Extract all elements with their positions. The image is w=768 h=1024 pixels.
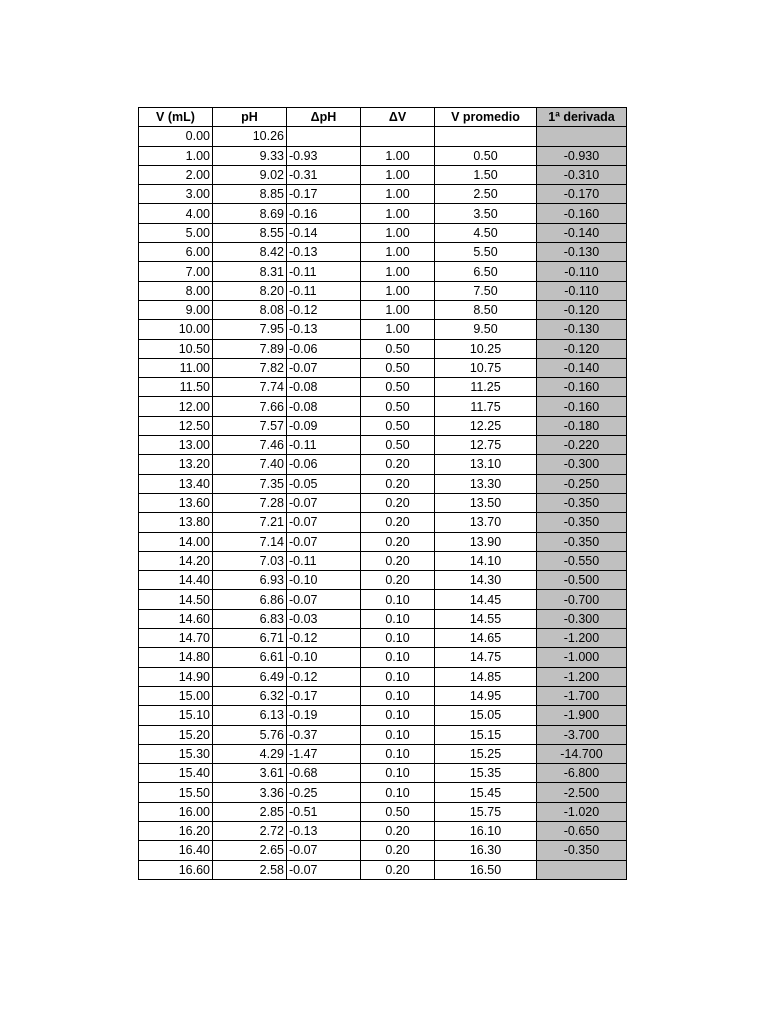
cell-delta-ph: -0.13 bbox=[287, 243, 361, 262]
cell-volume: 15.10 bbox=[139, 706, 213, 725]
cell-delta-v: 0.50 bbox=[361, 802, 435, 821]
cell-delta-v: 0.50 bbox=[361, 436, 435, 455]
table-header bbox=[139, 108, 627, 127]
cell-ph: 6.13 bbox=[213, 706, 287, 725]
cell-volume: 2.00 bbox=[139, 165, 213, 184]
cell-first-derivative: -2.500 bbox=[537, 783, 627, 802]
cell-ph: 7.57 bbox=[213, 416, 287, 435]
cell-delta-v: 0.20 bbox=[361, 821, 435, 840]
cell-v-promedio: 14.45 bbox=[435, 590, 537, 609]
cell-v-promedio: 12.75 bbox=[435, 436, 537, 455]
cell-first-derivative: -0.140 bbox=[537, 223, 627, 242]
cell-ph: 2.65 bbox=[213, 841, 287, 860]
cell-ph: 10.26 bbox=[213, 127, 287, 146]
cell-volume: 14.80 bbox=[139, 648, 213, 667]
table-row bbox=[139, 243, 627, 262]
cell-ph: 8.20 bbox=[213, 281, 287, 300]
table-row bbox=[139, 667, 627, 686]
cell-v-promedio: 10.75 bbox=[435, 358, 537, 377]
cell-volume: 14.00 bbox=[139, 532, 213, 551]
cell-delta-ph: -0.12 bbox=[287, 629, 361, 648]
cell-first-derivative: -0.300 bbox=[537, 609, 627, 628]
cell-delta-v bbox=[361, 127, 435, 146]
table-row bbox=[139, 474, 627, 493]
cell-first-derivative: -1.900 bbox=[537, 706, 627, 725]
cell-delta-v: 0.10 bbox=[361, 706, 435, 725]
cell-delta-ph: -0.10 bbox=[287, 571, 361, 590]
cell-first-derivative: -0.350 bbox=[537, 493, 627, 512]
cell-first-derivative: -0.300 bbox=[537, 455, 627, 474]
cell-ph: 7.35 bbox=[213, 474, 287, 493]
table-row bbox=[139, 204, 627, 223]
cell-v-promedio: 13.90 bbox=[435, 532, 537, 551]
table-row bbox=[139, 629, 627, 648]
cell-first-derivative: -0.650 bbox=[537, 821, 627, 840]
cell-v-promedio: 6.50 bbox=[435, 262, 537, 281]
cell-delta-v: 0.10 bbox=[361, 783, 435, 802]
cell-delta-v: 1.00 bbox=[361, 281, 435, 300]
table-row bbox=[139, 165, 627, 184]
table-row bbox=[139, 783, 627, 802]
cell-delta-v: 1.00 bbox=[361, 185, 435, 204]
cell-delta-v: 0.20 bbox=[361, 841, 435, 860]
cell-delta-ph: -0.51 bbox=[287, 802, 361, 821]
cell-ph: 7.21 bbox=[213, 513, 287, 532]
cell-first-derivative: -3.700 bbox=[537, 725, 627, 744]
table-row bbox=[139, 262, 627, 281]
cell-delta-ph: -0.11 bbox=[287, 262, 361, 281]
cell-delta-v: 0.20 bbox=[361, 493, 435, 512]
cell-volume: 16.40 bbox=[139, 841, 213, 860]
table-row bbox=[139, 358, 627, 377]
header-delta-v: ΔV bbox=[361, 108, 435, 127]
cell-delta-ph: -0.13 bbox=[287, 821, 361, 840]
table-row bbox=[139, 744, 627, 763]
cell-ph: 7.66 bbox=[213, 397, 287, 416]
cell-volume: 14.60 bbox=[139, 609, 213, 628]
cell-delta-v: 0.20 bbox=[361, 532, 435, 551]
cell-volume: 1.00 bbox=[139, 146, 213, 165]
cell-delta-ph: -1.47 bbox=[287, 744, 361, 763]
cell-delta-v: 0.50 bbox=[361, 358, 435, 377]
cell-ph: 6.49 bbox=[213, 667, 287, 686]
cell-delta-v: 0.50 bbox=[361, 397, 435, 416]
cell-delta-ph: -0.25 bbox=[287, 783, 361, 802]
table-row bbox=[139, 185, 627, 204]
cell-delta-ph: -0.12 bbox=[287, 667, 361, 686]
cell-v-promedio: 8.50 bbox=[435, 300, 537, 319]
cell-delta-v: 0.20 bbox=[361, 860, 435, 879]
cell-delta-ph: -0.68 bbox=[287, 764, 361, 783]
header-ph: pH bbox=[213, 108, 287, 127]
cell-volume: 12.00 bbox=[139, 397, 213, 416]
cell-delta-ph: -0.12 bbox=[287, 300, 361, 319]
cell-v-promedio: 15.25 bbox=[435, 744, 537, 763]
cell-ph: 8.42 bbox=[213, 243, 287, 262]
cell-ph: 9.33 bbox=[213, 146, 287, 165]
cell-delta-ph: -0.17 bbox=[287, 686, 361, 705]
cell-volume: 16.00 bbox=[139, 802, 213, 821]
cell-delta-v: 0.10 bbox=[361, 686, 435, 705]
cell-volume: 15.00 bbox=[139, 686, 213, 705]
table-row bbox=[139, 320, 627, 339]
cell-ph: 2.85 bbox=[213, 802, 287, 821]
table-row bbox=[139, 590, 627, 609]
table-row bbox=[139, 821, 627, 840]
cell-first-derivative: -0.160 bbox=[537, 204, 627, 223]
table-row bbox=[139, 416, 627, 435]
cell-ph: 7.46 bbox=[213, 436, 287, 455]
cell-first-derivative: -0.700 bbox=[537, 590, 627, 609]
table-row bbox=[139, 764, 627, 783]
cell-first-derivative: -1.700 bbox=[537, 686, 627, 705]
cell-v-promedio: 0.50 bbox=[435, 146, 537, 165]
cell-v-promedio: 14.30 bbox=[435, 571, 537, 590]
cell-delta-v: 1.00 bbox=[361, 243, 435, 262]
cell-delta-ph: -0.07 bbox=[287, 358, 361, 377]
table-row bbox=[139, 725, 627, 744]
cell-first-derivative: -0.180 bbox=[537, 416, 627, 435]
table-row bbox=[139, 339, 627, 358]
cell-first-derivative: -0.110 bbox=[537, 281, 627, 300]
cell-volume: 14.90 bbox=[139, 667, 213, 686]
table-row bbox=[139, 223, 627, 242]
cell-first-derivative: -6.800 bbox=[537, 764, 627, 783]
cell-v-promedio: 12.25 bbox=[435, 416, 537, 435]
cell-first-derivative: -0.350 bbox=[537, 513, 627, 532]
cell-ph: 2.72 bbox=[213, 821, 287, 840]
cell-delta-ph: -0.37 bbox=[287, 725, 361, 744]
cell-first-derivative: -1.000 bbox=[537, 648, 627, 667]
cell-delta-v: 0.10 bbox=[361, 609, 435, 628]
table-row bbox=[139, 802, 627, 821]
cell-first-derivative: -0.110 bbox=[537, 262, 627, 281]
cell-delta-v: 0.10 bbox=[361, 629, 435, 648]
cell-first-derivative: -0.140 bbox=[537, 358, 627, 377]
cell-ph: 5.76 bbox=[213, 725, 287, 744]
cell-first-derivative: -0.350 bbox=[537, 841, 627, 860]
table-row bbox=[139, 281, 627, 300]
cell-delta-v: 1.00 bbox=[361, 165, 435, 184]
cell-first-derivative: -0.160 bbox=[537, 397, 627, 416]
cell-v-promedio: 16.50 bbox=[435, 860, 537, 879]
cell-delta-ph: -0.09 bbox=[287, 416, 361, 435]
cell-volume: 13.80 bbox=[139, 513, 213, 532]
table-row bbox=[139, 609, 627, 628]
cell-v-promedio: 15.05 bbox=[435, 706, 537, 725]
cell-delta-v: 0.20 bbox=[361, 455, 435, 474]
cell-first-derivative: -0.130 bbox=[537, 243, 627, 262]
cell-ph: 8.55 bbox=[213, 223, 287, 242]
cell-v-promedio: 14.55 bbox=[435, 609, 537, 628]
cell-ph: 7.74 bbox=[213, 378, 287, 397]
cell-v-promedio: 15.35 bbox=[435, 764, 537, 783]
cell-delta-v: 1.00 bbox=[361, 262, 435, 281]
cell-delta-ph: -0.17 bbox=[287, 185, 361, 204]
cell-delta-ph: -0.06 bbox=[287, 455, 361, 474]
cell-first-derivative bbox=[537, 127, 627, 146]
cell-delta-ph: -0.07 bbox=[287, 513, 361, 532]
cell-volume: 7.00 bbox=[139, 262, 213, 281]
cell-volume: 15.30 bbox=[139, 744, 213, 763]
cell-delta-v: 1.00 bbox=[361, 204, 435, 223]
cell-delta-ph: -0.16 bbox=[287, 204, 361, 223]
cell-volume: 10.00 bbox=[139, 320, 213, 339]
cell-volume: 13.40 bbox=[139, 474, 213, 493]
cell-delta-v: 0.20 bbox=[361, 474, 435, 493]
cell-ph: 7.03 bbox=[213, 551, 287, 570]
cell-ph: 8.85 bbox=[213, 185, 287, 204]
cell-delta-ph: -0.31 bbox=[287, 165, 361, 184]
titration-table bbox=[138, 107, 627, 880]
cell-delta-v: 0.50 bbox=[361, 339, 435, 358]
cell-delta-ph: -0.07 bbox=[287, 841, 361, 860]
cell-volume: 15.20 bbox=[139, 725, 213, 744]
table-row bbox=[139, 397, 627, 416]
cell-volume: 4.00 bbox=[139, 204, 213, 223]
cell-first-derivative: -0.500 bbox=[537, 571, 627, 590]
cell-volume: 15.40 bbox=[139, 764, 213, 783]
cell-delta-v: 1.00 bbox=[361, 320, 435, 339]
header-delta-ph: ΔpH bbox=[287, 108, 361, 127]
cell-ph: 7.95 bbox=[213, 320, 287, 339]
cell-ph: 8.08 bbox=[213, 300, 287, 319]
cell-delta-ph: -0.07 bbox=[287, 590, 361, 609]
table-row bbox=[139, 146, 627, 165]
table-body bbox=[139, 127, 627, 880]
cell-v-promedio: 10.25 bbox=[435, 339, 537, 358]
table-row bbox=[139, 860, 627, 879]
cell-v-promedio: 3.50 bbox=[435, 204, 537, 223]
cell-v-promedio: 1.50 bbox=[435, 165, 537, 184]
cell-v-promedio: 15.45 bbox=[435, 783, 537, 802]
cell-v-promedio bbox=[435, 127, 537, 146]
cell-ph: 8.31 bbox=[213, 262, 287, 281]
cell-ph: 6.32 bbox=[213, 686, 287, 705]
cell-volume: 10.50 bbox=[139, 339, 213, 358]
cell-v-promedio: 15.75 bbox=[435, 802, 537, 821]
cell-ph: 2.58 bbox=[213, 860, 287, 879]
cell-first-derivative: -1.020 bbox=[537, 802, 627, 821]
cell-delta-ph: -0.93 bbox=[287, 146, 361, 165]
cell-volume: 3.00 bbox=[139, 185, 213, 204]
cell-volume: 9.00 bbox=[139, 300, 213, 319]
cell-ph: 3.36 bbox=[213, 783, 287, 802]
cell-delta-v: 0.10 bbox=[361, 667, 435, 686]
cell-delta-ph: -0.10 bbox=[287, 648, 361, 667]
cell-v-promedio: 15.15 bbox=[435, 725, 537, 744]
cell-delta-ph: -0.14 bbox=[287, 223, 361, 242]
cell-volume: 13.20 bbox=[139, 455, 213, 474]
cell-volume: 14.20 bbox=[139, 551, 213, 570]
cell-first-derivative: -0.250 bbox=[537, 474, 627, 493]
cell-first-derivative: -0.220 bbox=[537, 436, 627, 455]
cell-delta-ph: -0.11 bbox=[287, 436, 361, 455]
table-row bbox=[139, 127, 627, 146]
cell-volume: 6.00 bbox=[139, 243, 213, 262]
cell-v-promedio: 13.30 bbox=[435, 474, 537, 493]
cell-ph: 7.14 bbox=[213, 532, 287, 551]
cell-delta-ph: -0.11 bbox=[287, 281, 361, 300]
cell-delta-ph: -0.06 bbox=[287, 339, 361, 358]
cell-first-derivative: -1.200 bbox=[537, 629, 627, 648]
cell-ph: 6.83 bbox=[213, 609, 287, 628]
cell-volume: 12.50 bbox=[139, 416, 213, 435]
cell-ph: 4.29 bbox=[213, 744, 287, 763]
header-row bbox=[139, 108, 627, 127]
cell-volume: 14.40 bbox=[139, 571, 213, 590]
cell-v-promedio: 14.95 bbox=[435, 686, 537, 705]
header-volume: V (mL) bbox=[139, 108, 213, 127]
cell-v-promedio: 4.50 bbox=[435, 223, 537, 242]
cell-first-derivative: -1.200 bbox=[537, 667, 627, 686]
cell-delta-ph: -0.08 bbox=[287, 378, 361, 397]
cell-v-promedio: 2.50 bbox=[435, 185, 537, 204]
cell-delta-ph: -0.08 bbox=[287, 397, 361, 416]
cell-delta-v: 0.10 bbox=[361, 648, 435, 667]
cell-first-derivative: -0.310 bbox=[537, 165, 627, 184]
cell-volume: 15.50 bbox=[139, 783, 213, 802]
cell-v-promedio: 11.75 bbox=[435, 397, 537, 416]
cell-first-derivative bbox=[537, 860, 627, 879]
cell-volume: 16.60 bbox=[139, 860, 213, 879]
table-row bbox=[139, 706, 627, 725]
cell-delta-ph bbox=[287, 127, 361, 146]
table-row bbox=[139, 532, 627, 551]
header-v-promedio: V promedio bbox=[435, 108, 537, 127]
cell-delta-v: 0.10 bbox=[361, 725, 435, 744]
table-row bbox=[139, 455, 627, 474]
cell-first-derivative: -0.120 bbox=[537, 339, 627, 358]
cell-ph: 6.93 bbox=[213, 571, 287, 590]
cell-v-promedio: 14.10 bbox=[435, 551, 537, 570]
table-row bbox=[139, 436, 627, 455]
cell-v-promedio: 9.50 bbox=[435, 320, 537, 339]
cell-ph: 3.61 bbox=[213, 764, 287, 783]
cell-volume: 11.00 bbox=[139, 358, 213, 377]
cell-ph: 6.86 bbox=[213, 590, 287, 609]
table-row bbox=[139, 378, 627, 397]
cell-delta-ph: -0.07 bbox=[287, 493, 361, 512]
cell-first-derivative: -0.170 bbox=[537, 185, 627, 204]
cell-v-promedio: 14.75 bbox=[435, 648, 537, 667]
cell-delta-v: 1.00 bbox=[361, 146, 435, 165]
cell-delta-ph: -0.13 bbox=[287, 320, 361, 339]
cell-delta-v: 1.00 bbox=[361, 300, 435, 319]
cell-delta-ph: -0.19 bbox=[287, 706, 361, 725]
cell-ph: 7.89 bbox=[213, 339, 287, 358]
cell-volume: 16.20 bbox=[139, 821, 213, 840]
cell-ph: 8.69 bbox=[213, 204, 287, 223]
header-first-derivative: 1ª derivada bbox=[537, 108, 627, 127]
cell-delta-v: 0.50 bbox=[361, 416, 435, 435]
cell-volume: 0.00 bbox=[139, 127, 213, 146]
cell-delta-v: 0.10 bbox=[361, 764, 435, 783]
cell-ph: 7.40 bbox=[213, 455, 287, 474]
cell-delta-v: 0.10 bbox=[361, 590, 435, 609]
cell-volume: 14.50 bbox=[139, 590, 213, 609]
cell-first-derivative: -0.120 bbox=[537, 300, 627, 319]
cell-delta-v: 0.20 bbox=[361, 551, 435, 570]
cell-delta-ph: -0.03 bbox=[287, 609, 361, 628]
cell-v-promedio: 7.50 bbox=[435, 281, 537, 300]
cell-delta-v: 0.50 bbox=[361, 378, 435, 397]
cell-delta-ph: -0.11 bbox=[287, 551, 361, 570]
cell-v-promedio: 13.50 bbox=[435, 493, 537, 512]
table-row bbox=[139, 551, 627, 570]
cell-delta-v: 0.20 bbox=[361, 513, 435, 532]
table-row bbox=[139, 300, 627, 319]
cell-v-promedio: 13.70 bbox=[435, 513, 537, 532]
cell-volume: 13.00 bbox=[139, 436, 213, 455]
cell-first-derivative: -0.350 bbox=[537, 532, 627, 551]
cell-volume: 8.00 bbox=[139, 281, 213, 300]
table-row bbox=[139, 686, 627, 705]
cell-first-derivative: -0.930 bbox=[537, 146, 627, 165]
cell-first-derivative: -0.160 bbox=[537, 378, 627, 397]
cell-v-promedio: 14.65 bbox=[435, 629, 537, 648]
cell-first-derivative: -14.700 bbox=[537, 744, 627, 763]
cell-volume: 11.50 bbox=[139, 378, 213, 397]
cell-v-promedio: 11.25 bbox=[435, 378, 537, 397]
cell-ph: 6.61 bbox=[213, 648, 287, 667]
cell-delta-v: 0.10 bbox=[361, 744, 435, 763]
cell-v-promedio: 16.30 bbox=[435, 841, 537, 860]
table-row bbox=[139, 513, 627, 532]
cell-delta-ph: -0.07 bbox=[287, 532, 361, 551]
cell-volume: 13.60 bbox=[139, 493, 213, 512]
cell-volume: 5.00 bbox=[139, 223, 213, 242]
cell-ph: 7.82 bbox=[213, 358, 287, 377]
cell-v-promedio: 5.50 bbox=[435, 243, 537, 262]
cell-delta-v: 0.20 bbox=[361, 571, 435, 590]
table-row bbox=[139, 648, 627, 667]
cell-ph: 7.28 bbox=[213, 493, 287, 512]
cell-v-promedio: 16.10 bbox=[435, 821, 537, 840]
table-row bbox=[139, 571, 627, 590]
table-row bbox=[139, 841, 627, 860]
cell-delta-ph: -0.07 bbox=[287, 860, 361, 879]
cell-ph: 9.02 bbox=[213, 165, 287, 184]
cell-delta-ph: -0.05 bbox=[287, 474, 361, 493]
cell-volume: 14.70 bbox=[139, 629, 213, 648]
cell-first-derivative: -0.550 bbox=[537, 551, 627, 570]
cell-v-promedio: 14.85 bbox=[435, 667, 537, 686]
cell-delta-v: 1.00 bbox=[361, 223, 435, 242]
cell-ph: 6.71 bbox=[213, 629, 287, 648]
cell-first-derivative: -0.130 bbox=[537, 320, 627, 339]
cell-v-promedio: 13.10 bbox=[435, 455, 537, 474]
table-row bbox=[139, 493, 627, 512]
